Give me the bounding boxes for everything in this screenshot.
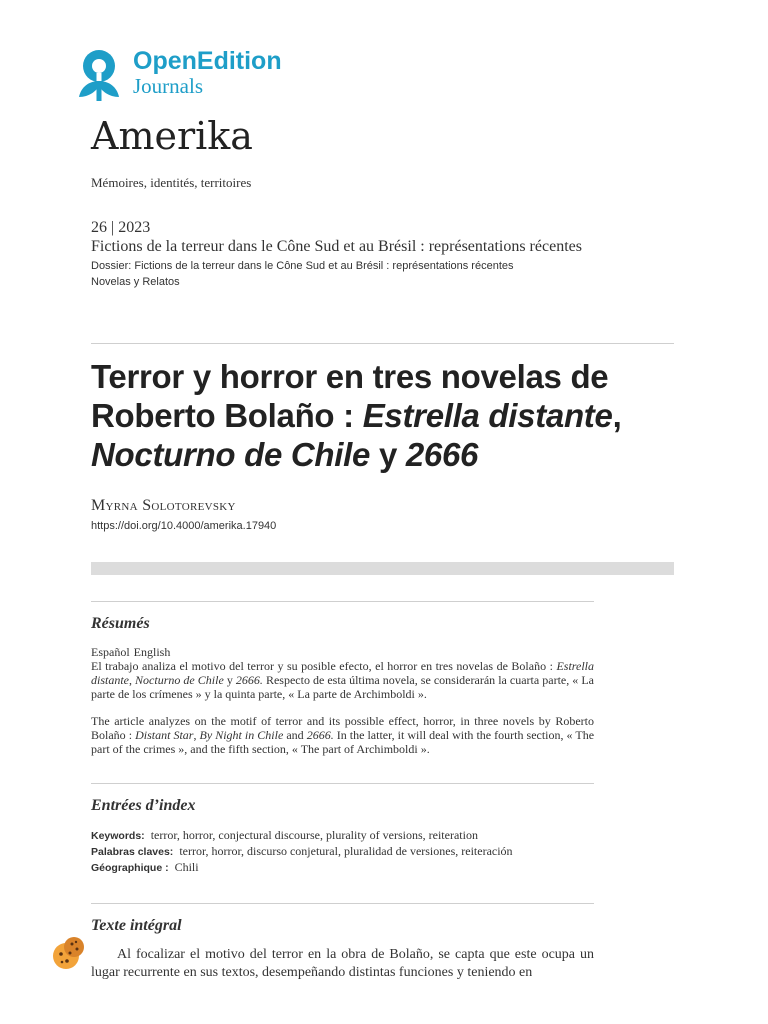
abstract-text: Respecto de esta última novela, se considerarán la cuarta parte, « La parte de los crímenes » y la quinta parte, « La parte de Archimboldi ».	[91, 673, 594, 701]
title-italic-1: Estrella distante	[362, 397, 613, 434]
openedition-flower-icon	[75, 45, 127, 105]
index-heading: Entrées d’index	[91, 797, 196, 814]
keywords-row	[91, 828, 478, 843]
lang-link-en[interactable]: English	[133, 645, 171, 659]
title-text-3: y	[370, 436, 406, 473]
abstract-text: ,	[193, 728, 200, 742]
abstract-text: In the latter, it will deal with the fourth section, « The part of the crimes », and the fifth section, « The part of Archimboldi ».	[91, 728, 595, 756]
journal-subtitle: Mémoires, identités, territoires	[91, 175, 252, 190]
abstract-text: ,	[129, 673, 136, 687]
abstract-en	[91, 714, 594, 756]
abstract-text: El trabajo analiza el motivo del terror y su posible efecto, el horror en tres novelas de Bolaño :	[91, 659, 557, 673]
keywords-value[interactable]: terror, horror, conjectural discourse, plurality of versions, reiteration	[150, 828, 478, 842]
abstract-text: The article analyzes on the motif of terror and its possible effect, horror, in three novels by Roberto Bolaño :	[91, 714, 594, 742]
article-title	[91, 357, 674, 474]
divider	[91, 343, 674, 344]
abstract-italic: Estrella distante	[91, 659, 594, 687]
fulltext-heading: Texte intégral	[91, 917, 182, 934]
title-text-2: ,	[612, 397, 622, 434]
abstract-language-links	[91, 645, 174, 660]
abstract-italic: 2666.	[306, 728, 334, 742]
abstract-es	[91, 659, 594, 701]
geographique-row	[91, 860, 199, 875]
resumes-heading: Résumés	[91, 615, 150, 632]
divider	[91, 903, 594, 904]
section-label[interactable]: Novelas y Relatos	[91, 276, 180, 288]
cookie-icon[interactable]	[50, 934, 88, 972]
abstract-italic: Nocturno de Chile	[135, 673, 224, 687]
palabras-value[interactable]: terror, horror, discurso conjetural, pluralidad de versiones, reiteración	[179, 844, 513, 858]
abstract-italic: 2666.	[235, 673, 263, 687]
palabras-label: Palabras claves:	[91, 846, 174, 858]
abstract-text: y	[223, 673, 236, 687]
dossier-label[interactable]: Dossier: Fictions de la terreur dans le Cône Sud et au Brésil : représentations récentes	[91, 260, 514, 272]
divider	[91, 601, 594, 602]
journal-title[interactable]: Amerika	[91, 114, 253, 158]
openedition-journals-logo[interactable]	[75, 45, 305, 105]
issue-number[interactable]: 26 | 2023	[91, 219, 151, 236]
title-italic-3: 2666	[405, 436, 479, 473]
divider	[91, 783, 594, 784]
palabras-claves-row	[91, 844, 513, 859]
separator-bar	[91, 562, 674, 575]
geo-label: Géographique :	[91, 862, 169, 874]
abstract-italic: Distant Star	[135, 728, 194, 742]
brand-name: OpenEdition	[133, 47, 282, 75]
article-doi[interactable]: https://doi.org/10.4000/amerika.17940	[91, 520, 277, 532]
fulltext-paragraph: Al focalizar el motivo del terror en la obra de Bolaño, se capta que este ocupa un lugar recurrente en sus textos, desempeñando distintas funciones y teniendo en	[91, 947, 594, 980]
brand-journals: Journals	[133, 74, 203, 98]
title-text-1: Terror y horror en tres novelas de Roberto Bolaño :	[91, 358, 609, 434]
article-author[interactable]: Myrna Solotorevsky	[91, 497, 236, 514]
title-italic-2: Nocturno de Chile	[91, 436, 371, 473]
keywords-label: Keywords:	[91, 830, 145, 842]
issue-title[interactable]: Fictions de la terreur dans le Cône Sud et au Brésil : représentations récentes	[91, 238, 582, 255]
lang-link-es[interactable]: Español	[91, 645, 130, 659]
geo-value[interactable]: Chili	[174, 860, 199, 874]
abstract-text: and	[283, 728, 307, 742]
abstract-italic: By Night in Chile	[199, 728, 284, 742]
